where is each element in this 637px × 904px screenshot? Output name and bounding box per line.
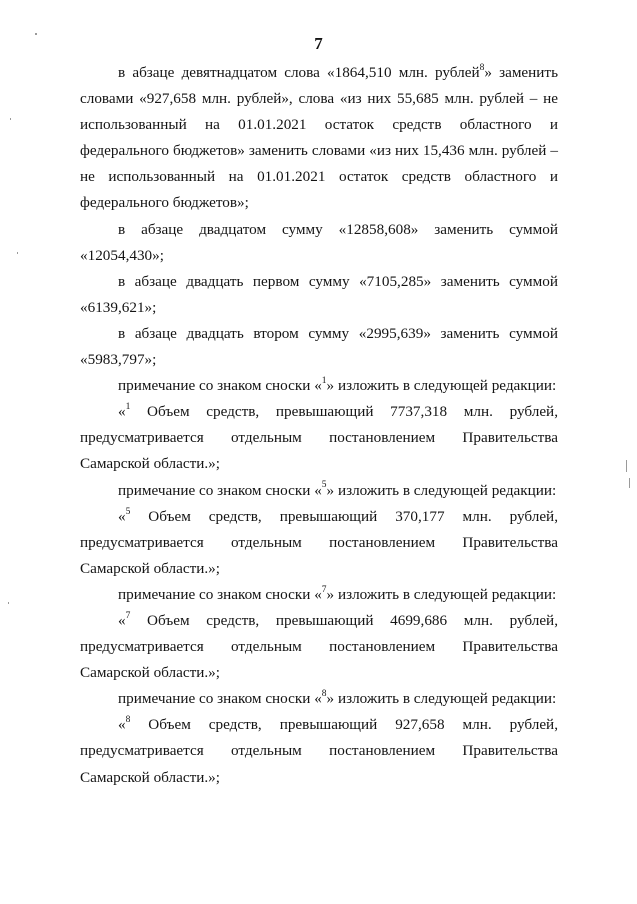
paragraph — [80, 478, 558, 504]
paragraph-text: примечание со знаком сноски « — [118, 377, 322, 395]
paragraph — [80, 608, 558, 686]
footnote-marker: 5 — [125, 506, 131, 517]
paragraph-text: примечание со знаком сноски « — [118, 481, 322, 499]
paragraph-text: « — [118, 403, 126, 421]
paragraph-text: в абзаце двадцать втором сумму «2995,639» заменить суммой «5983,797»; — [80, 324, 558, 369]
paragraph — [80, 504, 558, 582]
paragraph-text: » изложить в следующей редакции: — [326, 377, 557, 395]
paragraph-text: » изложить в следующей редакции: — [326, 481, 557, 499]
paragraph — [80, 399, 558, 477]
paragraph — [80, 712, 558, 790]
paragraph-text: в абзаце девятнадцатом слова «1864,510 млн. рублей — [118, 64, 480, 81]
paragraph-text: Объем средств, превышающий 4699,686 млн. рублей, предусматривается отдельным постановлением Правительства Самарской области.»; — [80, 611, 558, 682]
footnote-marker: 1 — [125, 402, 131, 413]
paragraph-text: » заменить словами «927,658 млн. рублей», слова «из них 55,685 млн. рублей – не использованный на 01.01.2021 остаток средств областного и федерального бюджетов» заменить словами «из них 15,436 млн. рублей – не использованный на 01.01.2021 остаток средств областного и федерального бюджетов»; — [80, 64, 558, 212]
paragraph-text: Объем средств, превышающий 370,177 млн. рублей, предусматривается отдельным постановлением Правительства Самарской области.»; — [80, 507, 558, 577]
scan-speck — [626, 460, 627, 472]
paragraph — [80, 686, 558, 712]
paragraph-text: « — [118, 507, 126, 525]
footnote-marker: 7 — [321, 584, 327, 595]
scan-speck — [17, 252, 18, 254]
paragraph-text: примечание со знаком сноски « — [118, 585, 322, 603]
paragraph — [80, 582, 558, 608]
footnote-marker: 7 — [125, 610, 131, 621]
footnote-marker: 8 — [479, 62, 485, 73]
paragraph — [80, 321, 558, 373]
paragraph-text: в абзаце двадцать первом сумму «7105,285» заменить суммой «6139,621»; — [80, 272, 558, 316]
paragraph — [80, 373, 558, 399]
paragraph — [80, 60, 558, 217]
footnote-marker: 1 — [321, 376, 327, 387]
footnote-marker: 5 — [321, 480, 327, 491]
scan-speck — [8, 602, 9, 604]
footnote-marker: 8 — [125, 715, 131, 726]
paragraph — [80, 269, 558, 321]
paragraph — [80, 217, 558, 269]
footnote-marker: 8 — [321, 689, 327, 700]
scan-speck — [629, 478, 630, 488]
paragraph-text: » изложить в следующей редакции: — [326, 585, 557, 603]
paragraph-text: « — [118, 716, 126, 734]
paragraph-text: « — [118, 611, 126, 629]
scan-speck — [10, 118, 11, 120]
page-number: 7 — [314, 34, 323, 53]
document-body — [80, 60, 558, 791]
paragraph-text: Объем средств, превышающий 927,658 млн. рублей, предусматривается отдельным постановлением Правительства Самарской области.»; — [80, 716, 558, 786]
paragraph-text: примечание со знаком сноски « — [118, 690, 322, 708]
paragraph-text: Объем средств, превышающий 7737,318 млн. рублей, предусматривается отдельным постановлением Правительства Самарской области.»; — [80, 403, 558, 473]
paragraph-text: в абзаце двадцатом сумму «12858,608» заменить суммой «12054,430»; — [80, 220, 558, 264]
paragraph-text: » изложить в следующей редакции: — [326, 690, 557, 708]
